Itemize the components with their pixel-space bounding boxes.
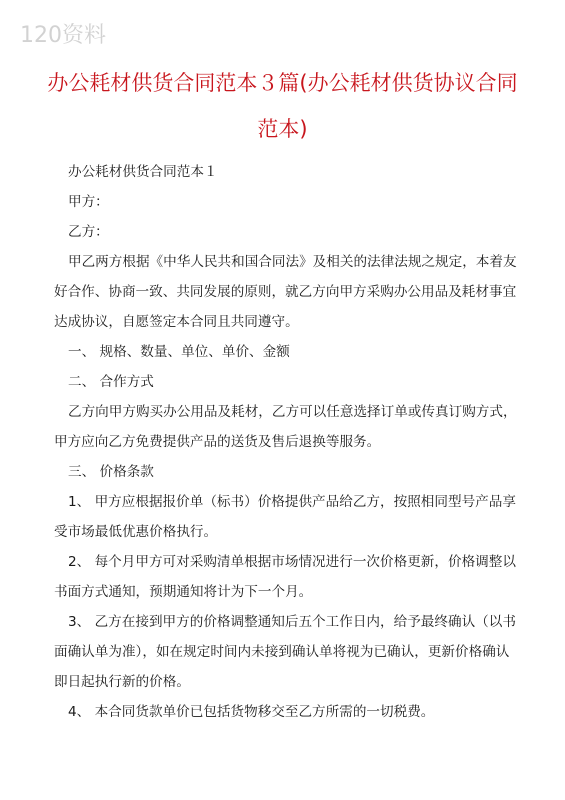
paragraph: 2、 每个月甲方可对采购清单根据市场情况进行一次价格更新，价格调整以书面方式通知，预期通知将计为下一个月。 bbox=[54, 554, 516, 600]
paragraph: 三、 价格条款 bbox=[68, 464, 154, 480]
paragraph: 办公耗材供货合同范本１ bbox=[68, 164, 218, 180]
paragraph: 乙方： bbox=[68, 224, 109, 240]
document-body bbox=[54, 157, 517, 727]
paragraph: 一、 规格、数量、单位、单价、金额 bbox=[68, 344, 290, 360]
paragraph: 3、 乙方在接到甲方的价格调整通知后五个工作日内，给予最终确认（以书面确认单为准），如在规定时间内未接到确认单将视为已确认，更新价格确认即日起执行新的价格。 bbox=[54, 614, 516, 690]
paragraph: 二、 合作方式 bbox=[68, 374, 154, 390]
paragraph: 甲方： bbox=[68, 194, 109, 210]
paragraph: 甲乙两方根据《中华人民共和国合同法》及相关的法律法规之规定，本着友好合作、协商一致、共同发展的原则，就乙方向甲方采购办公用品及耗材事宜达成协议，自愿签定本合同且共同遵守。 bbox=[54, 254, 517, 330]
paragraph: 1、 甲方应根据报价单（标书）价格提供产品给乙方，按照相同型号产品享受市场最低优惠价格执行。 bbox=[54, 494, 516, 540]
document-title: 办公耗材供货合同范本３篇(办公耗材供货协议合同范本) bbox=[47, 71, 518, 141]
paragraph: 4、 本合同货款单价已包括货物移交至乙方所需的一切税费。 bbox=[68, 704, 435, 720]
paragraph: 乙方向甲方购买办公用品及耗材，乙方可以任意选择订单或传真订购方式，甲方应向乙方免费提供产品的送货及售后退换等服务。 bbox=[54, 404, 517, 450]
watermark: 120资料 bbox=[20, 23, 106, 48]
